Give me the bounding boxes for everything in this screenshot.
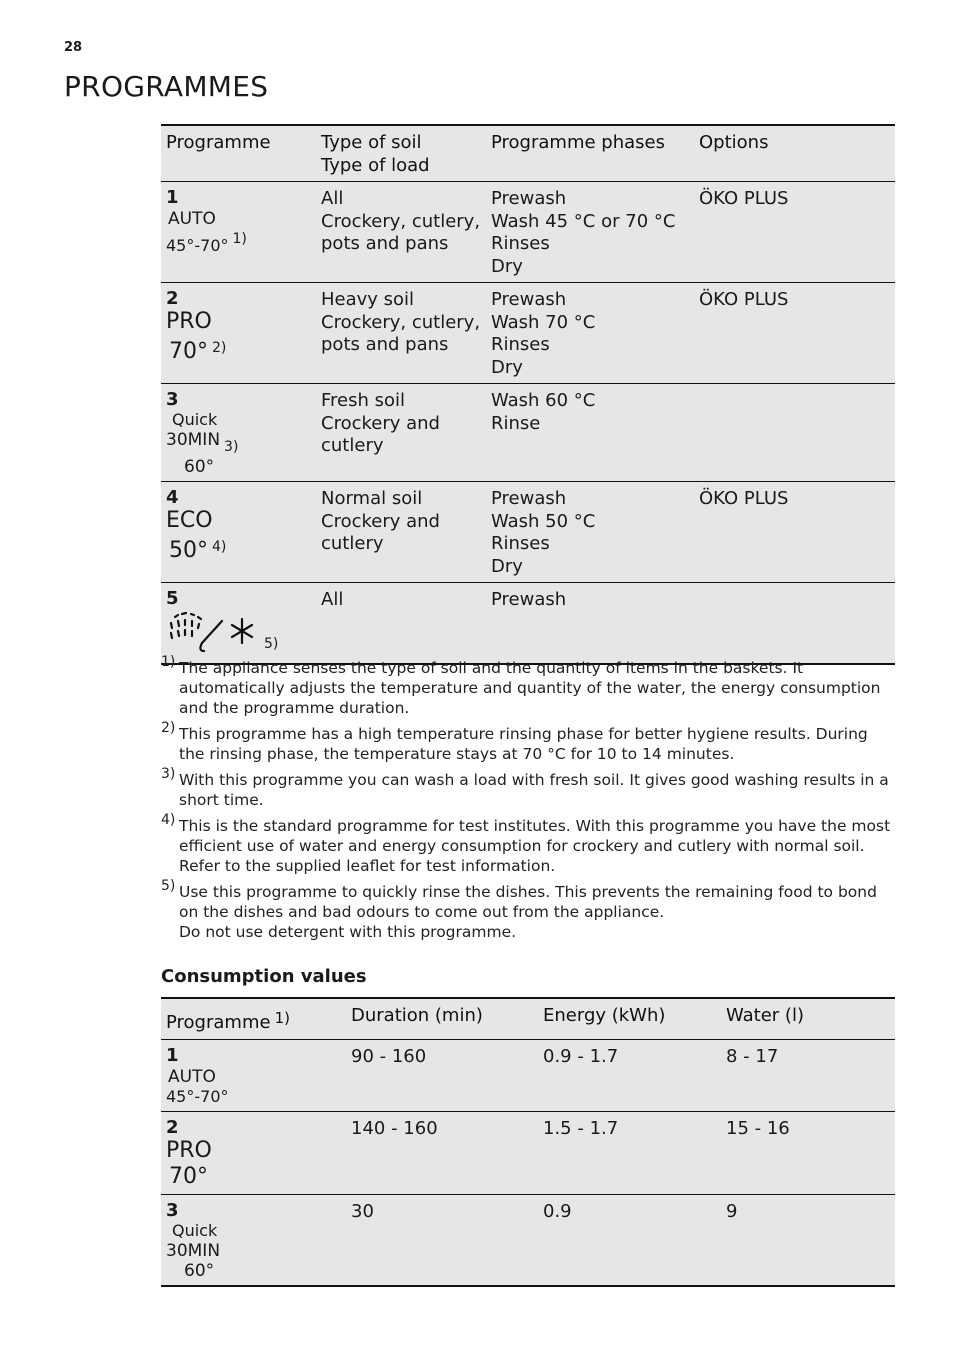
water-cell: 9 bbox=[721, 1194, 895, 1286]
temp-range: 45°-70° bbox=[166, 236, 229, 255]
programme-symbol-prewash bbox=[166, 611, 312, 659]
phase-line: Wash 45 °C or 70 °C bbox=[491, 210, 676, 232]
load-line: cutlery bbox=[321, 533, 384, 554]
programme-number: 4 bbox=[166, 487, 179, 508]
phase-line: Dry bbox=[491, 356, 523, 378]
footnotes bbox=[161, 654, 895, 948]
programme-number: 2 bbox=[166, 288, 179, 309]
footnote bbox=[161, 654, 895, 718]
footnote bbox=[161, 812, 895, 876]
programme-symbol-30min: 30MIN bbox=[166, 1240, 221, 1261]
table-row bbox=[161, 384, 895, 482]
header-soil: Type of soil bbox=[321, 132, 422, 153]
footnote-mark: 1) bbox=[161, 654, 176, 670]
phase-line: Wash 50 °C bbox=[491, 510, 596, 532]
footnote-line: on the dishes and bad odours to come out from the appliance. bbox=[179, 903, 665, 921]
programme-temperature: 45°-70° bbox=[166, 1086, 229, 1106]
footnote-ref: 1) bbox=[232, 231, 247, 247]
phases-cell bbox=[486, 182, 694, 283]
footnote-mark: 3) bbox=[161, 766, 176, 782]
programme-number: 2 bbox=[166, 1116, 179, 1138]
load-line: Crockery, cutlery, bbox=[321, 210, 481, 232]
programme-cell bbox=[161, 384, 316, 482]
header-soil-load bbox=[316, 125, 486, 182]
programmes-table bbox=[161, 124, 895, 665]
soil-cell bbox=[316, 384, 486, 482]
programme-symbol-eco: ECO bbox=[166, 508, 213, 533]
footnote bbox=[161, 720, 895, 764]
footnote-line: This is the standard programme for test institutes. With this programme you have the most bbox=[179, 817, 891, 835]
programme-symbol-30min bbox=[166, 430, 312, 457]
footnote-line: Refer to the supplied leaflet for test information. bbox=[179, 857, 556, 875]
phase-line: Rinse bbox=[491, 412, 541, 434]
soil-cell bbox=[316, 182, 486, 283]
phase-line: Prewash bbox=[491, 488, 567, 509]
soil-line: Fresh soil bbox=[321, 390, 406, 411]
header-water: Water (l) bbox=[721, 998, 895, 1039]
footnote-line: Use this programme to quickly rinse the dishes. This prevents the remaining food to bond bbox=[179, 883, 877, 901]
water-cell: 15 - 16 bbox=[721, 1111, 895, 1194]
footnote bbox=[161, 766, 895, 810]
energy-cell: 0.9 bbox=[538, 1194, 721, 1286]
phase-line: Wash 70 °C bbox=[491, 311, 596, 333]
load-line: Crockery and bbox=[321, 412, 440, 434]
header-load: Type of load bbox=[321, 154, 430, 176]
temp-value: 70° bbox=[169, 339, 208, 364]
programme-cell bbox=[161, 583, 316, 665]
programme-temperature: 60° bbox=[184, 1260, 215, 1281]
footnote-line: With this programme you can wash a load with fresh soil. It gives good washing results in a bbox=[179, 771, 889, 789]
programme-number: 3 bbox=[166, 389, 179, 410]
table-header-row bbox=[161, 125, 895, 182]
options-cell bbox=[694, 384, 895, 482]
programme-cell bbox=[161, 283, 316, 384]
programme-symbol-auto: AUTO bbox=[168, 209, 216, 229]
table-row bbox=[161, 1039, 895, 1111]
programme-symbol-quick: Quick bbox=[172, 1220, 218, 1240]
page-title: PROGRAMMES bbox=[64, 70, 269, 103]
phase-line: Prewash bbox=[491, 188, 567, 209]
soil-line: Normal soil bbox=[321, 488, 423, 509]
footnote-line: and the programme duration. bbox=[179, 699, 410, 717]
footnote-line: the rinsing phase, the temperature stays at 70 °C for 10 to 14 minutes. bbox=[179, 745, 735, 763]
footnote-ref: 2) bbox=[212, 340, 227, 356]
footnote-ref: 1) bbox=[274, 1009, 290, 1027]
phase-line: Rinses bbox=[491, 334, 550, 355]
table-header-row bbox=[161, 998, 895, 1039]
options-cell: ÖKO PLUS bbox=[694, 482, 895, 583]
programme-cell bbox=[161, 482, 316, 583]
phases-cell bbox=[486, 384, 694, 482]
phases-cell bbox=[486, 583, 694, 665]
duration-cell: 140 - 160 bbox=[346, 1111, 538, 1194]
soil-line: All bbox=[321, 188, 344, 209]
programme-temperature: 70° bbox=[169, 1163, 208, 1189]
load-line: Crockery and bbox=[321, 510, 440, 532]
phase-line: Dry bbox=[491, 555, 523, 577]
footnote-ref: 5) bbox=[264, 636, 279, 652]
footnote-line: short time. bbox=[179, 791, 264, 809]
phase-line: Wash 60 °C bbox=[491, 390, 596, 411]
header-energy: Energy (kWh) bbox=[538, 998, 721, 1039]
programme-cell bbox=[161, 182, 316, 283]
footnote-line: This programme has a high temperature rinsing phase for better hygiene results. During bbox=[179, 725, 868, 743]
load-line: cutlery bbox=[321, 435, 384, 456]
phase-line: Rinses bbox=[491, 233, 550, 254]
options-cell bbox=[694, 583, 895, 665]
footnote-line: Do not use detergent with this programme. bbox=[179, 923, 517, 941]
water-cell: 8 - 17 bbox=[721, 1039, 895, 1111]
header-programme bbox=[161, 998, 346, 1039]
soil-line: All bbox=[321, 589, 344, 610]
soil-cell bbox=[316, 283, 486, 384]
programme-symbol-pro: PRO bbox=[166, 309, 212, 334]
footnote-line: The appliance senses the type of soil and the quantity of items in the baskets. It bbox=[179, 659, 804, 677]
energy-cell: 0.9 - 1.7 bbox=[538, 1039, 721, 1111]
phases-cell bbox=[486, 283, 694, 384]
consumption-table bbox=[161, 997, 895, 1287]
footnote-mark: 2) bbox=[161, 720, 176, 736]
table-row bbox=[161, 583, 895, 665]
header-phases: Programme phases bbox=[486, 125, 694, 182]
programme-number: 3 bbox=[166, 1199, 179, 1221]
programme-number: 1 bbox=[166, 187, 179, 208]
consumption-heading: Consumption values bbox=[161, 966, 367, 987]
footnote-mark: 5) bbox=[161, 878, 176, 894]
header-options: Options bbox=[694, 125, 895, 182]
options-cell: ÖKO PLUS bbox=[694, 182, 895, 283]
table-row bbox=[161, 283, 895, 384]
programme-symbol-auto: AUTO bbox=[168, 1066, 216, 1087]
energy-cell: 1.5 - 1.7 bbox=[538, 1111, 721, 1194]
soil-line: Heavy soil bbox=[321, 289, 415, 310]
options-cell: ÖKO PLUS bbox=[694, 283, 895, 384]
phase-line: Prewash bbox=[491, 289, 567, 310]
phase-line: Dry bbox=[491, 255, 523, 277]
footnote-ref: 4) bbox=[212, 539, 227, 555]
header-programme: Programme bbox=[161, 125, 316, 182]
table-row bbox=[161, 182, 895, 283]
duration-cell: 90 - 160 bbox=[346, 1039, 538, 1111]
load-line: pots and pans bbox=[321, 233, 449, 254]
programme-temperature bbox=[166, 534, 312, 564]
programme-symbol-pro: PRO bbox=[166, 1137, 212, 1163]
footnote-mark: 4) bbox=[161, 812, 176, 828]
page-number: 28 bbox=[64, 40, 83, 55]
phase-line: Prewash bbox=[491, 589, 567, 610]
phase-line: Rinses bbox=[491, 533, 550, 554]
programme-number: 5 bbox=[166, 588, 179, 609]
prewash-shower-icon bbox=[166, 611, 264, 659]
programme-cell bbox=[161, 1039, 346, 1111]
footnote bbox=[161, 878, 895, 942]
duration-cell: 30 bbox=[346, 1194, 538, 1286]
load-line: pots and pans bbox=[321, 334, 449, 355]
footnote-line: automatically adjusts the temperature and quantity of the water, the energy consumption bbox=[179, 679, 881, 697]
header-duration: Duration (min) bbox=[346, 998, 538, 1039]
load-line: Crockery, cutlery, bbox=[321, 311, 481, 333]
phases-cell bbox=[486, 482, 694, 583]
soil-cell bbox=[316, 482, 486, 583]
table-row bbox=[161, 482, 895, 583]
header-label: Programme bbox=[166, 1012, 271, 1033]
table-row bbox=[161, 1111, 895, 1194]
footnote-ref: 3) bbox=[224, 439, 239, 455]
table-row bbox=[161, 1194, 895, 1286]
programme-symbol-quick: Quick bbox=[172, 410, 218, 429]
programme-number: 1 bbox=[166, 1044, 179, 1066]
footnote-line: efficient use of water and energy consumption for crockery and cutlery with normal soil. bbox=[179, 837, 865, 855]
duration-label: 30MIN bbox=[166, 430, 221, 450]
programme-temperature bbox=[166, 335, 312, 365]
programme-cell bbox=[161, 1194, 346, 1286]
programme-cell bbox=[161, 1111, 346, 1194]
programme-temperature: 60° bbox=[184, 457, 215, 477]
soil-cell bbox=[316, 583, 486, 665]
temp-value: 50° bbox=[169, 538, 208, 563]
programme-temperature bbox=[166, 229, 312, 256]
